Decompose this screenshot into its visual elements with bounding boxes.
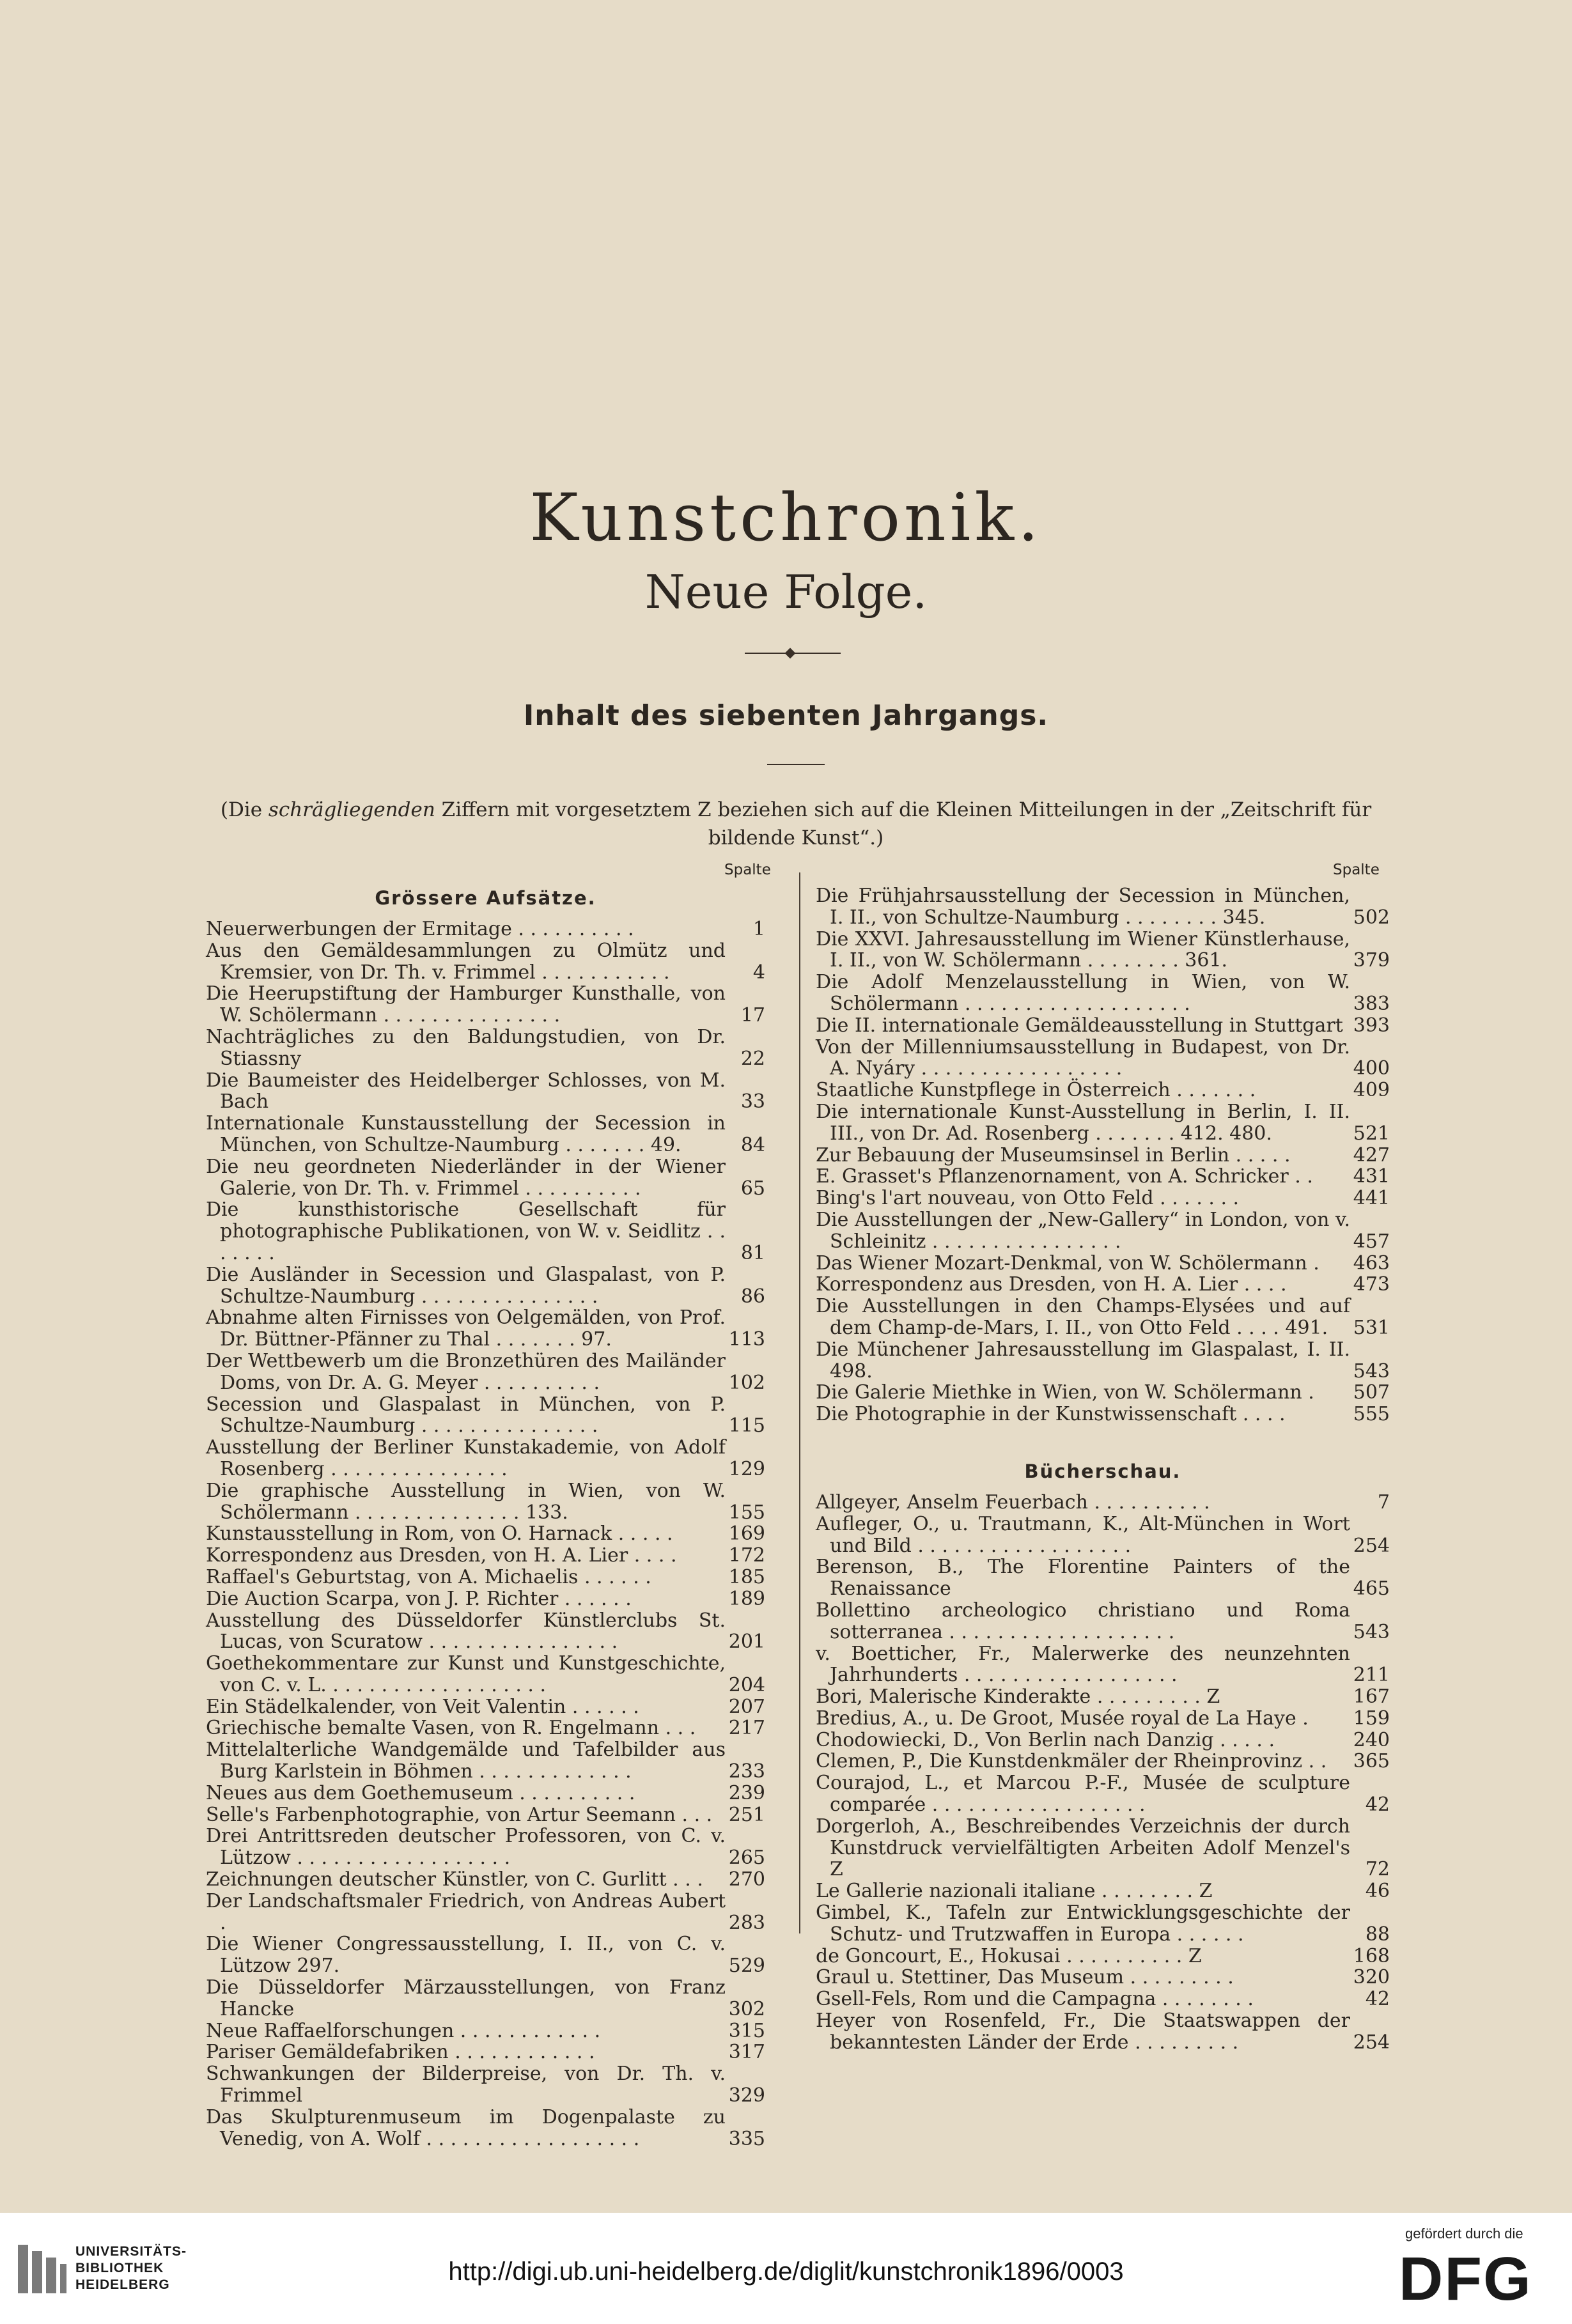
article-entry bbox=[206, 1696, 765, 1718]
articles-list-continued bbox=[816, 885, 1390, 1425]
book-entry-title: Chodowiecki, D., Von Berlin nach Danzig . . . . . bbox=[816, 1728, 1275, 1751]
article-entry bbox=[206, 1739, 765, 1783]
article-entry-column-number: 329 bbox=[728, 2084, 765, 2107]
article-entry bbox=[816, 1080, 1390, 1101]
article-entry-column-number: 233 bbox=[728, 1760, 765, 1783]
article-entry bbox=[206, 1653, 765, 1696]
note-start: (Die bbox=[220, 798, 268, 821]
book-entry-column-number: 42 bbox=[1365, 1988, 1390, 2011]
book-entry bbox=[816, 1751, 1390, 1772]
article-entry bbox=[816, 1145, 1390, 1166]
article-entry-column-number: 65 bbox=[740, 1177, 765, 1200]
article-entry bbox=[816, 1101, 1390, 1145]
article-entry bbox=[206, 1545, 765, 1567]
article-entry bbox=[816, 1274, 1390, 1296]
article-entry-title: Von der Millenniumsausstellung in Budapest, von Dr. A. Nyáry . . . . . . . . . . . . . . . . . bbox=[816, 1035, 1350, 1080]
article-entry bbox=[206, 940, 765, 984]
article-entry-title: Kunstausstellung in Rom, von O. Harnack . . . . . bbox=[206, 1522, 673, 1545]
article-entry-column-number: 302 bbox=[728, 1997, 765, 2020]
article-entry-title: Secession und Glaspalast in München, von P. Schultze-Naumburg . . . . . . . . . . . . . . . bbox=[206, 1393, 726, 1437]
book-entry bbox=[816, 1730, 1390, 1751]
article-entry-column-number: 427 bbox=[1353, 1143, 1390, 1166]
contents-note bbox=[211, 796, 1381, 852]
book-entry-title: Bollettino archeologico christiano und Roma sotterranea . . . . . . . . . . . . . . . . . . . bbox=[816, 1599, 1350, 1643]
article-entry bbox=[206, 1070, 765, 1113]
article-entry-title: Das Skulpturenmuseum im Dogenpalaste zu Venedig, von A. Wolf . . . . . . . . . . . . . . . . . . bbox=[206, 2105, 726, 2150]
journal-title: Kunstchronik. bbox=[529, 480, 1043, 556]
article-entry bbox=[206, 1977, 765, 2020]
article-entry-column-number: 102 bbox=[728, 1371, 765, 1394]
column-divider bbox=[799, 872, 800, 1933]
article-entry bbox=[206, 1804, 765, 1826]
article-entry-title: Die Heerupstiftung der Hamburger Kunsthalle, von W. Schölermann . . . . . . . . . . . . . . . bbox=[206, 982, 726, 1027]
article-entry-column-number: 265 bbox=[728, 1847, 765, 1870]
article-entry bbox=[206, 918, 765, 940]
article-entry-title: Die Ausländer in Secession und Glaspalast, von P. Schultze-Naumburg . . . . . . . . . . . . . . . bbox=[206, 1263, 726, 1308]
article-entry-column-number: 33 bbox=[740, 1090, 765, 1113]
article-entry-title: Neue Raffaelforschungen . . . . . . . . . . . . bbox=[206, 2019, 601, 2042]
article-entry-title: Die graphische Ausstellung in Wien, von W. Schölermann . . . . . . . . . . . . . . 133. bbox=[206, 1479, 726, 1524]
book-entry bbox=[816, 1643, 1390, 1687]
article-entry-title: Neuerwerbungen der Ermitage . . . . . . . . . . bbox=[206, 918, 634, 940]
article-entry-title: Ein Städelkalender, von Veit Valentin . . . . . . bbox=[206, 1695, 639, 1718]
article-entry-title: Raffael's Geburtstag, von A. Michaelis . . . . . . bbox=[206, 1565, 651, 1588]
sponsor-label: gefördert durch die bbox=[1405, 2226, 1523, 2242]
article-entry bbox=[206, 1156, 765, 1200]
article-entry-title: Die Galerie Miethke in Wien, von W. Schölermann . bbox=[816, 1381, 1314, 1404]
article-entry-title: Die Münchener Jahresausstellung im Glaspalast, I. II. 498. bbox=[816, 1338, 1350, 1383]
right-column bbox=[816, 885, 1390, 2054]
article-entry-title: Goethekommentare zur Kunst und Kunstgeschichte, von C. v. L. . . . . . . . . . . . . . . . . . . bbox=[206, 1652, 726, 1696]
section-title-articles: Grössere Aufsätze. bbox=[375, 887, 596, 909]
book-entry bbox=[816, 1902, 1390, 1946]
article-entry bbox=[206, 1825, 765, 1869]
article-entry bbox=[206, 2107, 765, 2150]
article-entry-column-number: 86 bbox=[740, 1285, 765, 1308]
book-entry-column-number: 159 bbox=[1353, 1707, 1390, 1730]
book-entry bbox=[816, 1880, 1390, 1902]
book-entry-title: Berenson, B., The Florentine Painters of the Renaissance bbox=[816, 1556, 1350, 1600]
article-entry bbox=[206, 1783, 765, 1804]
book-entry-title: Aufleger, O., u. Trautmann, K., Alt-München in Wort und Bild . . . . . . . . . . . . . . . . . . bbox=[816, 1512, 1350, 1557]
book-entry bbox=[816, 1556, 1390, 1600]
article-entry-title: Das Wiener Mozart-Denkmal, von W. Schölermann . bbox=[816, 1251, 1319, 1274]
article-entry-title: Bing's l'art nouveau, von Otto Feld . . . . . . . bbox=[816, 1187, 1240, 1210]
article-entry-column-number: 463 bbox=[1353, 1251, 1390, 1274]
article-entry bbox=[206, 1264, 765, 1308]
articles-list bbox=[206, 918, 765, 2150]
article-entry bbox=[206, 1480, 765, 1524]
article-entry-title: Die Adolf Menzelausstellung in Wien, von W. Schölermann . . . . . . . . . . . . . . . . . . . bbox=[816, 971, 1350, 1015]
article-entry-title: Neues aus dem Goethemuseum . . . . . . . . . . bbox=[206, 1781, 635, 1804]
book-entry-title: Gsell-Fels, Rom und die Campagna . . . . . . . . bbox=[816, 1988, 1254, 2011]
article-entry-column-number: 283 bbox=[728, 1911, 765, 1934]
book-entry-title: Bori, Malerische Kinderakte . . . . . . . . . Z bbox=[816, 1685, 1220, 1708]
article-entry bbox=[206, 1523, 765, 1545]
ornament-divider bbox=[745, 652, 841, 655]
article-entry bbox=[206, 1113, 765, 1156]
article-entry-title: Die internationale Kunst-Ausstellung in Berlin, I. II. III., von Dr. Ad. Rosenberg . . . . . . . 412. 480. bbox=[816, 1100, 1350, 1145]
book-entry-title: Bredius, A., u. De Groot, Musée royal de La Haye . bbox=[816, 1707, 1309, 1730]
article-entry bbox=[816, 1253, 1390, 1274]
article-entry-column-number: 270 bbox=[728, 1868, 765, 1891]
article-entry-column-number: 431 bbox=[1353, 1165, 1390, 1188]
article-entry-column-number: 185 bbox=[728, 1565, 765, 1588]
article-entry bbox=[206, 1933, 765, 1977]
article-entry-title: Die Baumeister des Heidelberger Schlosses, von M. Bach bbox=[206, 1069, 726, 1113]
book-entry-column-number: 365 bbox=[1353, 1750, 1390, 1773]
article-entry bbox=[206, 2020, 765, 2042]
article-entry bbox=[816, 972, 1390, 1015]
article-entry-title: Ausstellung des Düsseldorfer Künstlerclubs St. Lucas, von Scuratow . . . . . . . . . . . . . . . . bbox=[206, 1609, 726, 1654]
article-entry-column-number: 113 bbox=[728, 1328, 765, 1351]
article-entry bbox=[206, 1394, 765, 1437]
institution-line-1: UNIVERSITÄTS- bbox=[75, 2244, 187, 2259]
book-entry bbox=[816, 1514, 1390, 1557]
book-entry-column-number: 46 bbox=[1365, 1880, 1390, 1903]
article-entry-column-number: 507 bbox=[1353, 1381, 1390, 1404]
article-entry bbox=[816, 1296, 1390, 1339]
article-entry-column-number: 22 bbox=[740, 1047, 765, 1070]
article-entry-column-number: 409 bbox=[1353, 1079, 1390, 1102]
book-entry bbox=[816, 1492, 1390, 1514]
article-entry-column-number: 529 bbox=[728, 1955, 765, 1978]
spalte-label-left: Spalte bbox=[724, 862, 771, 878]
book-entry-title: Graul u. Stettiner, Das Museum . . . . . . . . . bbox=[816, 1966, 1234, 1989]
book-entry-column-number: 465 bbox=[1353, 1577, 1390, 1600]
book-entry-column-number: 240 bbox=[1353, 1728, 1390, 1751]
article-entry-title: Mittelalterliche Wandgemälde und Tafelbilder aus Burg Karlstein in Böhmen . . . . . . . . . . . . . bbox=[206, 1739, 726, 1783]
article-entry-title: Schwankungen der Bilderpreise, von Dr. Th. v. Frimmel bbox=[206, 2063, 726, 2107]
source-url-link[interactable]: http://digi.ub.uni-heidelberg.de/diglit/kunstchronik1896/0003 bbox=[448, 2258, 1124, 2286]
article-entry-title: Der Landschaftsmaler Friedrich, von Andreas Aubert . bbox=[206, 1889, 726, 1934]
book-entry bbox=[816, 1967, 1390, 1988]
article-entry-column-number: 441 bbox=[1353, 1187, 1390, 1210]
left-column bbox=[206, 885, 765, 2150]
book-entry bbox=[816, 1708, 1390, 1730]
article-entry bbox=[816, 1339, 1390, 1383]
article-entry-column-number: 204 bbox=[728, 1673, 765, 1696]
article-entry-title: Die Auction Scarpa, von J. P. Richter . . . . . . bbox=[206, 1587, 632, 1610]
article-entry-title: Die kunsthistorische Gesellschaft für photographische Publikationen, von W. v. Seidlitz . . . . . . . bbox=[206, 1198, 726, 1264]
article-entry-title: E. Grasset's Pflanzenornament, von A. Schricker . . bbox=[816, 1165, 1313, 1188]
book-entry-title: Heyer von Rosenfeld, Fr., Die Staatswappen der bekanntesten Länder der Erde . . . . . . . . . bbox=[816, 2010, 1350, 2054]
article-entry-column-number: 201 bbox=[728, 1631, 765, 1654]
article-entry-column-number: 543 bbox=[1353, 1360, 1390, 1383]
article-entry-title: Griechische bemalte Vasen, von R. Engelmann . . . bbox=[206, 1717, 696, 1740]
article-entry-title: Die XXVI. Jahresausstellung im Wiener Künstlerhause, I. II., von W. Schölermann . . . . . . . . 361. bbox=[816, 927, 1350, 972]
article-entry bbox=[206, 1437, 765, 1480]
article-entry-title: Die Frühjahrsausstellung der Secession in München, I. II., von Schultze-Naumburg . . . . . . . . 345. bbox=[816, 885, 1350, 929]
book-entry-column-number: 254 bbox=[1353, 2031, 1390, 2054]
article-entry-column-number: 393 bbox=[1353, 1014, 1390, 1037]
book-entry bbox=[816, 1772, 1390, 1816]
article-entry-column-number: 115 bbox=[728, 1414, 765, 1437]
article-entry-column-number: 317 bbox=[728, 2041, 765, 2064]
article-entry-column-number: 239 bbox=[728, 1781, 765, 1804]
article-entry-column-number: 207 bbox=[728, 1695, 765, 1718]
article-entry-column-number: 400 bbox=[1353, 1057, 1390, 1080]
article-entry-column-number: 251 bbox=[728, 1803, 765, 1826]
article-entry-title: Internationale Kunstausstellung der Secession in München, von Schultze-Naumburg . . . . . . . 49. bbox=[206, 1112, 726, 1156]
article-entry bbox=[816, 1404, 1390, 1425]
book-entry-title: Allgeyer, Anselm Feuerbach . . . . . . . . . . bbox=[816, 1491, 1210, 1514]
article-entry bbox=[816, 1037, 1390, 1080]
heading-rule bbox=[767, 764, 825, 765]
article-entry-column-number: 531 bbox=[1353, 1316, 1390, 1339]
article-entry bbox=[206, 983, 765, 1026]
book-review-list bbox=[816, 1492, 1390, 2054]
article-entry bbox=[816, 1188, 1390, 1209]
article-entry-title: Ausstellung der Berliner Kunstakademie, von Adolf Rosenberg . . . . . . . . . . . . . . . bbox=[206, 1436, 726, 1480]
institution-line-3: HEIDELBERG bbox=[75, 2277, 170, 2292]
article-entry-column-number: 217 bbox=[728, 1717, 765, 1740]
article-entry bbox=[206, 1869, 765, 1891]
book-entry-column-number: 254 bbox=[1353, 1534, 1390, 1557]
book-entry-column-number: 7 bbox=[1377, 1491, 1390, 1514]
article-entry-column-number: 172 bbox=[728, 1544, 765, 1567]
book-entry bbox=[816, 1988, 1390, 2010]
book-entry bbox=[816, 1816, 1390, 1880]
article-entry-column-number: 189 bbox=[728, 1587, 765, 1610]
article-entry bbox=[206, 1717, 765, 1739]
book-entry bbox=[816, 1946, 1390, 1967]
article-entry-title: Nachträgliches zu den Baldungstudien, von Dr. Stiassny bbox=[206, 1025, 726, 1070]
spalte-label-right: Spalte bbox=[1333, 862, 1380, 878]
article-entry-title: Zur Bebauung der Museumsinsel in Berlin . . . . . bbox=[816, 1143, 1291, 1166]
article-entry-title: Drei Antrittsreden deutscher Professoren, von C. v. Lützow . . . . . . . . . . . . . . . . . . bbox=[206, 1825, 726, 1870]
dfg-logo: DFG bbox=[1399, 2245, 1532, 2313]
article-entry-column-number: 169 bbox=[728, 1522, 765, 1545]
article-entry bbox=[816, 929, 1390, 972]
institution-line-2: BIBLIOTHEK bbox=[75, 2261, 164, 2275]
article-entry-title: Die Ausstellungen der „New-Gallery“ in London, von v. Schleinitz . . . . . . . . . . . . . . . . bbox=[816, 1208, 1350, 1253]
book-entry-column-number: 72 bbox=[1365, 1858, 1390, 1881]
article-entry-title: Die Photographie in der Kunstwissenschaft . . . . bbox=[816, 1403, 1286, 1426]
book-entry-column-number: 543 bbox=[1353, 1620, 1390, 1643]
article-entry-title: Die neu geordneten Niederländer in der Wiener Galerie, von Dr. Th. v. Frimmel . . . . . . . . . . bbox=[206, 1155, 726, 1200]
article-entry bbox=[816, 1166, 1390, 1188]
article-entry bbox=[206, 1026, 765, 1070]
article-entry bbox=[206, 1307, 765, 1351]
article-entry bbox=[816, 1382, 1390, 1404]
article-entry-column-number: 4 bbox=[752, 961, 765, 984]
article-entry-column-number: 315 bbox=[728, 2019, 765, 2042]
article-entry-title: Aus den Gemäldesammlungen zu Olmütz und Kremsier, von Dr. Th. v. Frimmel . . . . . . . . . . . bbox=[206, 939, 726, 984]
article-entry bbox=[816, 1209, 1390, 1253]
article-entry-column-number: 383 bbox=[1353, 992, 1390, 1015]
article-entry-column-number: 155 bbox=[728, 1501, 765, 1524]
book-entry-column-number: 168 bbox=[1353, 1944, 1390, 1967]
article-entry-column-number: 555 bbox=[1353, 1403, 1390, 1426]
article-entry-column-number: 129 bbox=[728, 1457, 765, 1480]
article-entry-title: Abnahme alten Firnisses von Oelgemälden, von Prof. Dr. Büttner-Pfänner zu Thal . . . . . . . 97. bbox=[206, 1306, 726, 1351]
book-entry bbox=[816, 1686, 1390, 1708]
article-entry-title: Die II. internationale Gemäldeausstellung in Stuttgart bbox=[816, 1014, 1343, 1037]
article-entry bbox=[206, 2041, 765, 2063]
book-entry-title: Clemen, P., Die Kunstdenkmäler der Rheinprovinz . . bbox=[816, 1750, 1327, 1773]
article-entry-title: Selle's Farbenphotographie, von Artur Seemann . . . bbox=[206, 1803, 713, 1826]
article-entry-title: Der Wettbewerb um die Bronzethüren des Mailänder Doms, von Dr. A. G. Meyer . . . . . . . . . . bbox=[206, 1349, 726, 1394]
article-entry-column-number: 502 bbox=[1353, 906, 1390, 929]
article-entry-column-number: 473 bbox=[1353, 1273, 1390, 1296]
article-entry bbox=[206, 1199, 765, 1264]
article-entry bbox=[206, 2063, 765, 2107]
article-entry bbox=[206, 1351, 765, 1394]
note-end: Ziffern mit vorgesetztem Z beziehen sich auf die Kleinen Mitteilungen in der „Zeitschrift für bildende Kunst“.) bbox=[435, 798, 1372, 849]
note-italic: schrägliegenden bbox=[268, 798, 435, 821]
book-entry-column-number: 320 bbox=[1353, 1966, 1390, 1989]
book-entry-title: Gimbel, K., Tafeln zur Entwicklungsgeschichte der Schutz- und Trutzwaffen in Europa . . . . . . bbox=[816, 1902, 1350, 1946]
article-entry bbox=[816, 1015, 1390, 1037]
book-entry-column-number: 211 bbox=[1353, 1664, 1390, 1687]
book-entry-title: v. Boetticher, Fr., Malerwerke des neunzehnten Jahrhunderts . . . . . . . . . . . . . . . . . . bbox=[816, 1642, 1350, 1687]
book-entry-title: Dorgerloh, A., Beschreibendes Verzeichnis der durch Kunstdruck vervielfältigten Arbeiten Adolf Menzel's Z bbox=[816, 1815, 1350, 1881]
article-entry-column-number: 457 bbox=[1353, 1230, 1390, 1253]
book-entry bbox=[816, 1600, 1390, 1643]
article-entry-title: Pariser Gemäldefabriken . . . . . . . . . . . . bbox=[206, 2041, 595, 2064]
article-entry bbox=[816, 885, 1390, 929]
article-entry-title: Die Wiener Congressausstellung, I. II., von C. v. Lützow 297. bbox=[206, 1933, 726, 1978]
book-entry-column-number: 88 bbox=[1365, 1923, 1390, 1946]
article-entry-title: Die Ausstellungen in den Champs-Elysées und auf dem Champ-de-Mars, I. II., von Otto Feld . . . . 491. bbox=[816, 1295, 1350, 1339]
article-entry-title: Korrespondenz aus Dresden, von H. A. Lier . . . . bbox=[816, 1273, 1287, 1296]
book-entry bbox=[816, 2010, 1390, 2054]
article-entry-title: Zeichnungen deutscher Künstler, von C. Gurlitt . . . bbox=[206, 1868, 703, 1891]
article-entry-column-number: 17 bbox=[740, 1004, 765, 1027]
article-entry bbox=[206, 1588, 765, 1610]
article-entry bbox=[206, 1567, 765, 1588]
article-entry-column-number: 84 bbox=[740, 1133, 765, 1156]
book-entry-title: Courajod, L., et Marcou P.-F., Musée de sculpture comparée . . . . . . . . . . . . . . . . . . bbox=[816, 1772, 1350, 1817]
contents-heading: Inhalt des siebenten Jahrgangs. bbox=[523, 699, 1049, 732]
journal-subtitle: Neue Folge. bbox=[644, 565, 928, 619]
book-entry-title: Le Gallerie nazionali italiane . . . . . . . . Z bbox=[816, 1880, 1213, 1903]
article-entry-column-number: 379 bbox=[1353, 949, 1390, 972]
article-entry-column-number: 81 bbox=[740, 1241, 765, 1264]
article-entry-column-number: 335 bbox=[728, 2127, 765, 2150]
article-entry-title: Die Düsseldorfer Märzausstellungen, von Franz Hancke bbox=[206, 1976, 726, 2020]
section-title-books: Bücherschau. bbox=[1024, 1460, 1181, 1482]
book-entry-title: de Goncourt, E., Hokusai . . . . . . . . . . Z bbox=[816, 1944, 1202, 1967]
book-entry-column-number: 167 bbox=[1353, 1685, 1390, 1708]
book-entry-column-number: 42 bbox=[1365, 1793, 1390, 1817]
article-entry-title: Korrespondenz aus Dresden, von H. A. Lier . . . . bbox=[206, 1544, 677, 1567]
article-entry bbox=[206, 1610, 765, 1654]
article-entry-title: Staatliche Kunstpflege in Österreich . . . . . . . bbox=[816, 1079, 1256, 1102]
article-entry-column-number: 521 bbox=[1353, 1122, 1390, 1145]
article-entry bbox=[206, 1891, 765, 1934]
article-entry-column-number: 1 bbox=[752, 918, 765, 940]
